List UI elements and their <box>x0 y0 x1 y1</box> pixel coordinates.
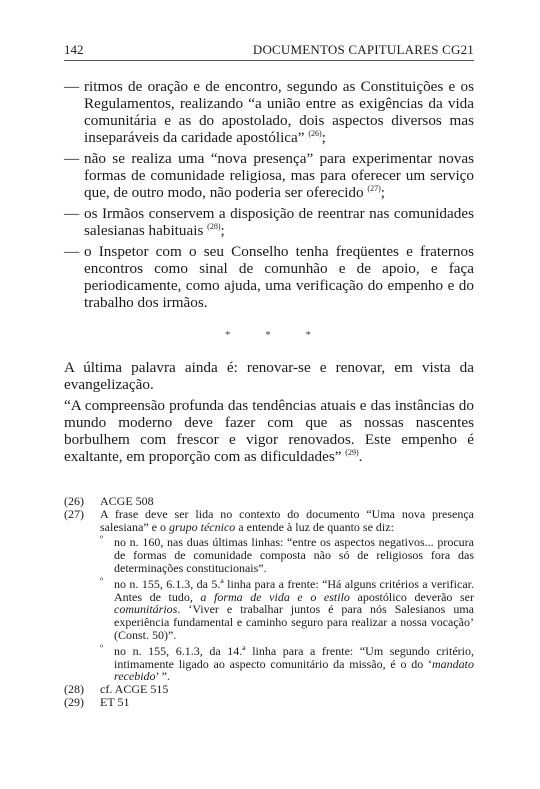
footnote-text: cf. ACGE 515 <box>100 682 169 697</box>
footnote-text: ET 51 <box>100 694 130 709</box>
item-text: ritmos de oração e de encontro, segundo as Constituições e os Regulamentos, realizando “a união entre as exigências da vida comunitária e as do apostolado, dois aspectos diversos mas inseparáveis da caridade apostólica” <box>84 78 474 146</box>
section-separator: * * * <box>225 329 327 341</box>
paragraph-text: A última palavra ainda é: renovar-se e renovar, em vista da evangelização. <box>64 359 474 393</box>
page-number: 142 <box>64 42 84 57</box>
dash-marker: — <box>64 243 80 260</box>
list-item <box>64 150 474 201</box>
list-item <box>64 243 474 311</box>
footnote-number: (26) <box>64 494 84 508</box>
footnote-text-part: a entende à luz de quanto se diz: <box>235 519 394 534</box>
subitem-emphasis: mandato recebido <box>114 656 474 684</box>
item-punct: ; <box>321 129 326 146</box>
footnote <box>64 508 474 534</box>
dash-marker: — <box>64 205 80 222</box>
dash-list <box>64 78 474 311</box>
footnote-number: (27) <box>64 506 84 521</box>
running-title: DOCUMENTOS CAPITULARES CG21 <box>252 42 474 57</box>
note-ref: (26) <box>308 128 322 138</box>
subitem-bullet: º <box>100 534 104 546</box>
subitem-text: no n. 155, 6.1.3, da 14.ª linha para a frente: “Um segundo critério, intimamente ligado ao aspecto comunitário da missão, é o do ‘ <box>114 643 474 671</box>
footnote-emphasis: grupo técnico <box>168 519 236 534</box>
footnote-text <box>100 508 474 534</box>
footnote-number: (28) <box>64 682 84 697</box>
item-text: os Irmãos conservem a disposição de reentrar nas comunidades salesianas habituais <box>84 205 474 239</box>
list-item <box>64 78 474 146</box>
subitem-text: no n. 160, nas duas últimas linhas: “entre os aspectos negativos... procura de formas de comunidade composta não só de religiosos fora das determinações constitucionais”. <box>114 535 474 575</box>
closing-text <box>64 359 474 465</box>
paragraph <box>64 397 474 465</box>
item-text: o Inspetor com o seu Conselho tenha freqüentes e fraternos encontros como sinal de comunhão e de apoio, e faça periodicamente, como ajuda, uma verificação do empenho e do trabalho dos irmãos. <box>84 243 474 311</box>
running-header <box>64 36 474 58</box>
item-punct: ; <box>220 222 225 239</box>
header-rule <box>64 60 474 61</box>
subitem-text: ’ ”. <box>155 669 170 684</box>
subitem-text: . ‘Viver e trabalhar juntos é para nós Salesianos uma experiência fundamental e caminho seguro para realizar a nossa vocação’ (Const. 50)”. <box>114 602 474 642</box>
footnote-subitem <box>64 642 474 684</box>
footnote-text-part: A frase deve ser lida no contexto do documento “Uma nova presença salesiana” e o <box>100 506 474 534</box>
note-ref: (27) <box>367 183 381 193</box>
paragraph-text: “A compreensão profunda das tendências atuais e das instâncias do mundo moderno deve fazer com que as nossas nascentes borbulhem com frescor e vigor renovados. Este empenho é exaltante, em proporção com as dificuldades” <box>64 397 474 465</box>
footnote-subitem <box>64 536 474 574</box>
list-item <box>64 205 474 239</box>
subitem-bullet: º <box>100 575 104 587</box>
paragraph-punct: . <box>358 448 363 465</box>
note-ref: (28) <box>207 221 221 231</box>
paragraph <box>64 359 474 393</box>
dash-marker: — <box>64 150 80 167</box>
item-text: não se realiza uma “nova presença” para experimentar novas formas de comunidade religiosa, mas para oferecer um serviço que, de outro modo, não poderia ser oferecido <box>84 150 474 201</box>
page <box>64 36 474 709</box>
subitem-text: apostólico deverão ser <box>349 589 474 604</box>
footnote-subitem <box>64 575 474 642</box>
subitem-emphasis: comunitários <box>114 602 178 617</box>
footnote <box>64 696 474 709</box>
footnotes <box>64 495 474 709</box>
note-ref: (29) <box>345 447 359 457</box>
footnote-text: ACGE 508 <box>100 494 154 508</box>
item-punct: ; <box>380 184 385 201</box>
dash-marker: — <box>64 78 80 95</box>
subitem-bullet: º <box>100 642 104 654</box>
footnote-number: (29) <box>64 694 84 709</box>
subitem-emphasis: a forma de vida e o estilo <box>200 589 350 604</box>
subitem-text: no n. 155, 6.1.3, da 5.ª linha para a frente: “Há alguns critérios a verificar. Antes de tudo, <box>114 576 474 604</box>
